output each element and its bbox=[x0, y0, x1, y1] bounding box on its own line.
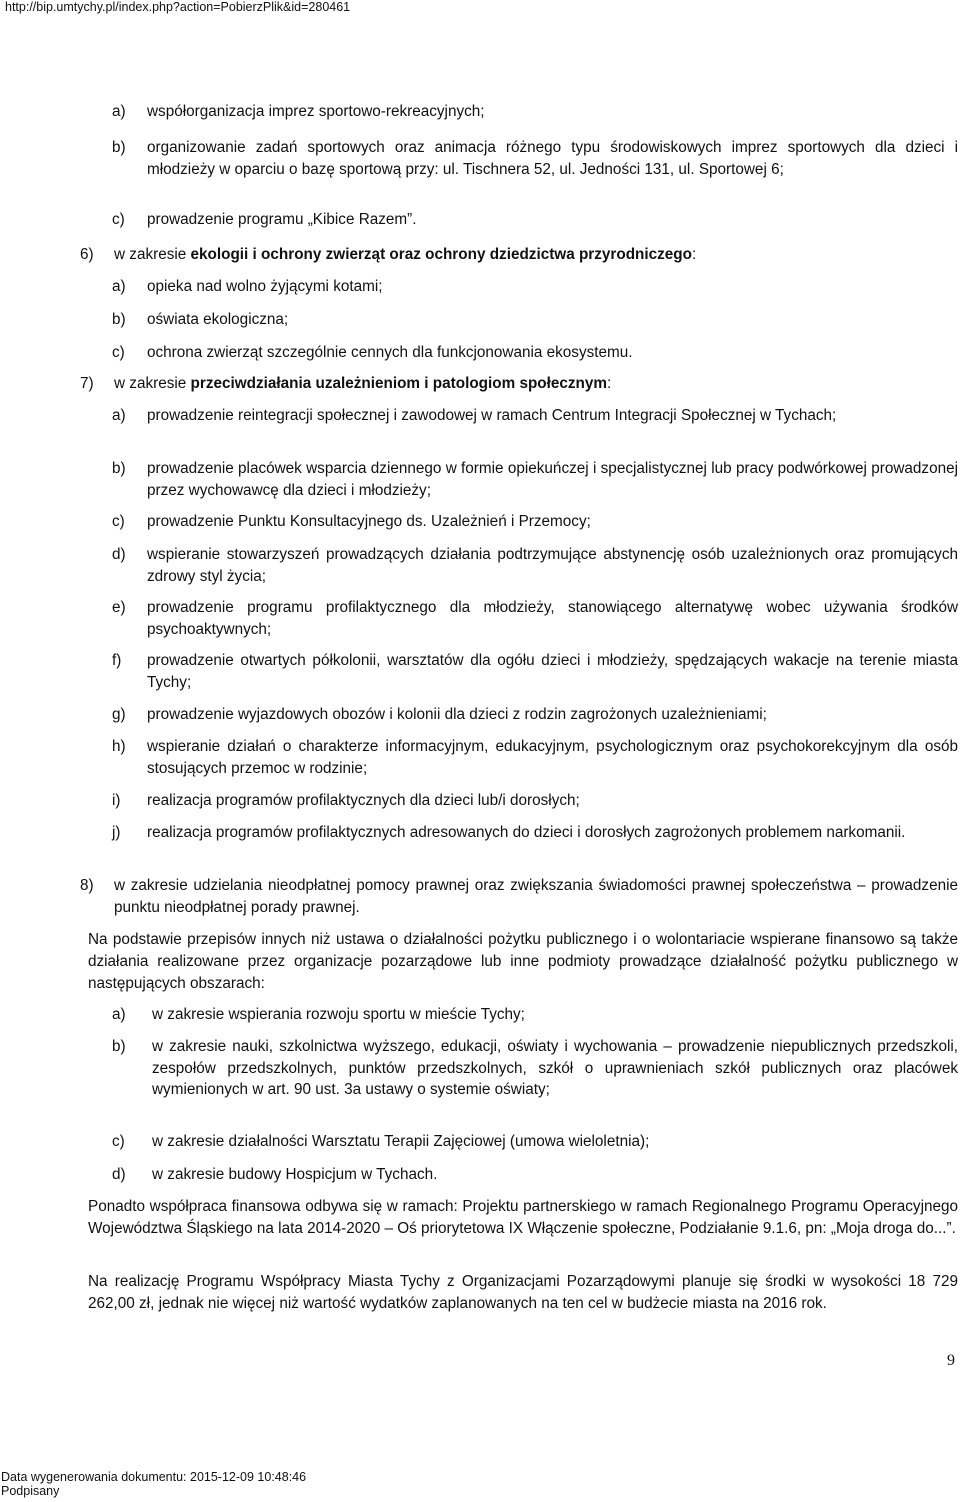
generation-date: Data wygenerowania dokumentu: 2015-12-09 10:48:46 bbox=[1, 1470, 307, 1484]
list-item bbox=[112, 137, 958, 180]
section-heading-7 bbox=[80, 373, 958, 395]
item-label: d) bbox=[112, 546, 126, 563]
item-label: e) bbox=[112, 599, 126, 616]
item-label: c) bbox=[112, 344, 125, 361]
heading-bold: ekologii i ochrony zwierząt oraz ochrony dziedzictwa przyrodniczego bbox=[190, 246, 692, 263]
item-label: a) bbox=[112, 278, 126, 295]
list-item bbox=[112, 544, 958, 587]
item-text: wspieranie działań o charakterze informacyjnym, edukacyjnym, psychologicznym oraz psychokorekcyjnym dla osób stosujących przemoc w rodzinie; bbox=[147, 738, 958, 777]
section-number: 8) bbox=[80, 877, 94, 894]
item-label: b) bbox=[112, 139, 126, 156]
item-text: prowadzenie placówek wsparcia dziennego w formie opiekuńczej i specjalistycznej lub pracy podwórkowej prowadzonej przez wychowawcę dla dzieci i młodzieży; bbox=[147, 460, 958, 499]
heading-pre: w zakresie bbox=[114, 375, 191, 392]
item-text: w zakresie działalności Warsztatu Terapii Zajęciowej (umowa wieloletnia); bbox=[152, 1133, 650, 1150]
list-item bbox=[112, 405, 958, 427]
item-label: c) bbox=[112, 1133, 125, 1150]
page-number: 9 bbox=[947, 1352, 955, 1369]
item-label: a) bbox=[112, 103, 126, 120]
list-item bbox=[112, 704, 958, 726]
heading-post: : bbox=[607, 375, 612, 392]
item-text: prowadzenie programu „Kibice Razem”. bbox=[147, 211, 417, 228]
list-item bbox=[112, 209, 958, 231]
paragraph-partnership: Ponadto współpraca finansowa odbywa się w ramach: Projektu partnerskiego w ramach Regionalnego Programu Operacyjnego Województwa Śląskiego na lata 2014-2020 – Oś priorytetowa IX Włączenie społeczne, Podziałanie 9.1.6, pn: „Moja droga do...”. bbox=[88, 1198, 958, 1237]
paragraph-budget: Na realizację Programu Współpracy Miasta Tychy z Organizacjami Pozarządowymi planuje się środki w wysokości 18 729 262,00 zł, jednak nie więcej niż wartość wydatków zaplanowanych na ten cel w budżecie miasta na 2016 rok. bbox=[88, 1273, 958, 1312]
item-label: i) bbox=[112, 792, 121, 809]
item-label: b) bbox=[112, 1038, 126, 1055]
paragraph-other-areas: Na podstawie przepisów innych niż ustawa o działalności pożytku publicznego i o wolontariacie wspierane finansowo są także działania realizowane przez organizacje pozarządowe lub inne podmioty prowadzące działalność pożytku publicznego w następujących obszarach: bbox=[88, 931, 958, 992]
list-item bbox=[112, 458, 958, 501]
item-text: realizacja programów profilaktycznych adresowanych do dzieci i dorosłych zagrożonych problemem narkomanii. bbox=[147, 824, 906, 841]
source-url: http://bip.umtychy.pl/index.php?action=PobierzPlik&id=280461 bbox=[5, 0, 351, 14]
item-label: c) bbox=[112, 211, 125, 228]
list-item bbox=[112, 597, 958, 640]
item-text: prowadzenie Punktu Konsultacyjnego ds. Uzależnień i Przemocy; bbox=[147, 513, 591, 530]
list-item bbox=[112, 101, 958, 123]
section-number: 7) bbox=[80, 375, 94, 392]
item-label: g) bbox=[112, 706, 126, 723]
list-item bbox=[112, 1036, 958, 1101]
list-item bbox=[112, 822, 958, 844]
item-text: opieka nad wolno żyjącymi kotami; bbox=[147, 278, 383, 295]
item-label: d) bbox=[112, 1166, 126, 1183]
signed-label: Podpisany bbox=[1, 1484, 60, 1498]
heading-post: : bbox=[692, 246, 697, 263]
list-item bbox=[112, 511, 958, 533]
item-text: prowadzenie otwartych półkolonii, warsztatów dla ogółu dzieci i młodzieży, spędzających wakacje na terenie miasta Tychy; bbox=[147, 652, 958, 691]
item-label: f) bbox=[112, 652, 122, 669]
item-label: a) bbox=[112, 407, 126, 424]
list-item bbox=[112, 736, 958, 779]
item-text: współorganizacja imprez sportowo-rekreacyjnych; bbox=[147, 103, 485, 120]
item-text: prowadzenie wyjazdowych obozów i kolonii dla dzieci z rodzin zagrożonych uzależnieniami; bbox=[147, 706, 767, 723]
item-text: w zakresie nauki, szkolnictwa wyższego, edukacji, oświaty i wychowania – prowadzenie niepublicznych przedszkoli, zespołów przedszkolnych, punktów przedszkolnych, szkół o uprawnieniach szkół publicznych oraz placówek wymienionych w art. 90 ust. 3a ustawy o systemie oświaty; bbox=[152, 1038, 958, 1098]
heading-pre: w zakresie bbox=[114, 246, 191, 263]
item-text: prowadzenie reintegracji społecznej i zawodowej w ramach Centrum Integracji Społecznej w Tychach; bbox=[147, 407, 837, 424]
item-text: realizacja programów profilaktycznych dla dzieci lub/i dorosłych; bbox=[147, 792, 580, 809]
item-text: ochrona zwierząt szczególnie cennych dla funkcjonowania ekosystemu. bbox=[147, 344, 633, 361]
item-label: h) bbox=[112, 738, 126, 755]
item-text: w zakresie wspierania rozwoju sportu w mieście Tychy; bbox=[152, 1006, 525, 1023]
list-item bbox=[112, 276, 958, 298]
item-label: b) bbox=[112, 311, 126, 328]
item-text: oświata ekologiczna; bbox=[147, 311, 289, 328]
section-heading-6 bbox=[80, 244, 958, 266]
item-text: w zakresie budowy Hospicjum w Tychach. bbox=[152, 1166, 438, 1183]
section-number: 6) bbox=[80, 246, 94, 263]
section-text: w zakresie udzielania nieodpłatnej pomocy prawnej oraz zwiększania świadomości prawnej społeczeństwa – prowadzenie punktu nieodpłatnej porady prawnej. bbox=[114, 877, 958, 916]
item-label: j) bbox=[112, 824, 121, 841]
item-text: organizowanie zadań sportowych oraz animacja różnego typu środowiskowych imprez sportowych dla dzieci i młodzieży w oparciu o bazę sportową przy: ul. Tischnera 52, ul. Jedności 131, ul. Sportowej 6; bbox=[147, 139, 958, 178]
item-text: prowadzenie programu profilaktycznego dla młodzieży, stanowiącego alternatywę wobec używania środków psychoaktywnych; bbox=[147, 599, 958, 638]
list-item bbox=[112, 342, 958, 364]
list-item bbox=[112, 309, 958, 331]
list-item bbox=[112, 1004, 958, 1026]
heading-bold: przeciwdziałania uzależnieniom i patologiom społecznym bbox=[190, 375, 608, 392]
list-item bbox=[112, 1164, 958, 1186]
list-item bbox=[112, 650, 958, 693]
item-text: wspieranie stowarzyszeń prowadzących działania podtrzymujące abstynencję osób uzależnionych oraz promujących zdrowy styl życia; bbox=[147, 546, 958, 585]
list-item bbox=[112, 790, 958, 812]
item-label: c) bbox=[112, 513, 125, 530]
section-8 bbox=[80, 875, 958, 918]
list-item bbox=[112, 1131, 958, 1153]
item-label: a) bbox=[112, 1006, 126, 1023]
document-footer bbox=[1, 1470, 306, 1498]
item-label: b) bbox=[112, 460, 126, 477]
